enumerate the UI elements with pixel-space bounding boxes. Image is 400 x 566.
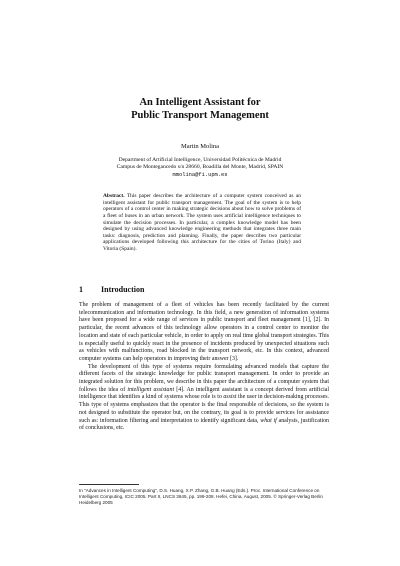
title-line-2: Public Transport Management — [131, 110, 269, 121]
abstract-text: This paper describes the architecture of a computer system conceived as an intelligent assistant for public transport management. The goal of the system is to help operators of a control center in making strategic decisions about how to solve problems of a fleet of buses in an urban network. The system uses artificial intelligence techniques to simulate the decision processes. In particular, a complex knowledge model has been designed by using advanced knowledge engineering methods that integrates three main tasks: diagnosis, prediction and planning. Finally, the paper describes two particular applications developed following this architecture for the cities of Torino (Italy) and Vitoria (Spain). — [103, 193, 301, 252]
section-body — [79, 302, 329, 433]
paragraph-2-part-d: analysis, justification of conclusions, etc. — [79, 417, 329, 432]
emphasis-what-if: what if — [260, 417, 277, 424]
paragraph-2-part-b: [4]. An intelligent assistant is a concept derived from artificial intelligence that identifies a kind of systems whose role is to — [79, 386, 329, 401]
affiliation-line-2: Campus de Montegancedo s/n 28660, Boadilla del Monte, Madrid, SPAIN — [116, 164, 284, 171]
footnote: In "Advances in Intelligent Computing", D.S. Huang, X.P. Zhang, G.B. Huang (Eds.). Proc. International Conference on Intelligent Computing, ICIC 2005. Part II, LNCS 3645, pp. 199-208. Hefei, China, August, 2005. © Springer-Verlag Berlin Heidelberg 2005 — [79, 488, 323, 506]
abstract — [103, 193, 301, 253]
affiliation-line-1: Department of Artificial Intelligence, Universidad Politécnica de Madrid — [118, 157, 282, 163]
emphasis-intelligent-assistant: intelligent assistant — [127, 386, 175, 393]
title-line-1: An Intelligent Assistant for — [139, 97, 261, 108]
paper-title — [0, 96, 400, 122]
paragraph-1: The problem of management of a fleet of vehicles has been recently facilitated by the current telecommunication and information technology. In this field, a new generation of information systems have been proposed for a wide range of services in public transport and fleet management [1], [2]. In particular, the recent advances of this technology allow operators in a control center to monitor the location and state of each particular vehicle, in order to apply on real time global transport strategies. This is especially useful to quickly react in the presence of incidents produced by unexpected situations such as vehicles with malfunctions, road blocked in the transport network, etc. In this context, advanced computer systems can help operators in improving their answer [3]. — [79, 302, 329, 362]
footnote-divider — [79, 484, 139, 485]
author-email[interactable]: mmolina@fi.upm.es — [172, 171, 228, 178]
paragraph-2-part-c: the user in decision-making processes. This type of systems emphasizes that the operator is the final responsible of decisions, so the system is not designed to substitute the operator but, on the contrary, its goal is to provide services for assistance such as: information filtering and interpretation to identify significant data, — [79, 394, 329, 424]
paragraph-2 — [79, 364, 329, 433]
section-heading — [79, 285, 144, 295]
abstract-label: Abstract. — [103, 193, 125, 199]
section-number: 1 — [79, 285, 83, 294]
author-name: Martin Molina — [180, 143, 220, 150]
paragraph-2-part-a: The development of this type of systems require formulating advanced models that capture the different facets of the strategic knowledge for public transport management. In order to provide an integrated solution for this problem, we describe in this paper the architecture of a computer system that follows the idea of — [79, 363, 329, 393]
affiliation — [0, 157, 400, 172]
emphasis-assist: assist — [223, 394, 237, 401]
section-title: Introduction — [101, 285, 145, 294]
